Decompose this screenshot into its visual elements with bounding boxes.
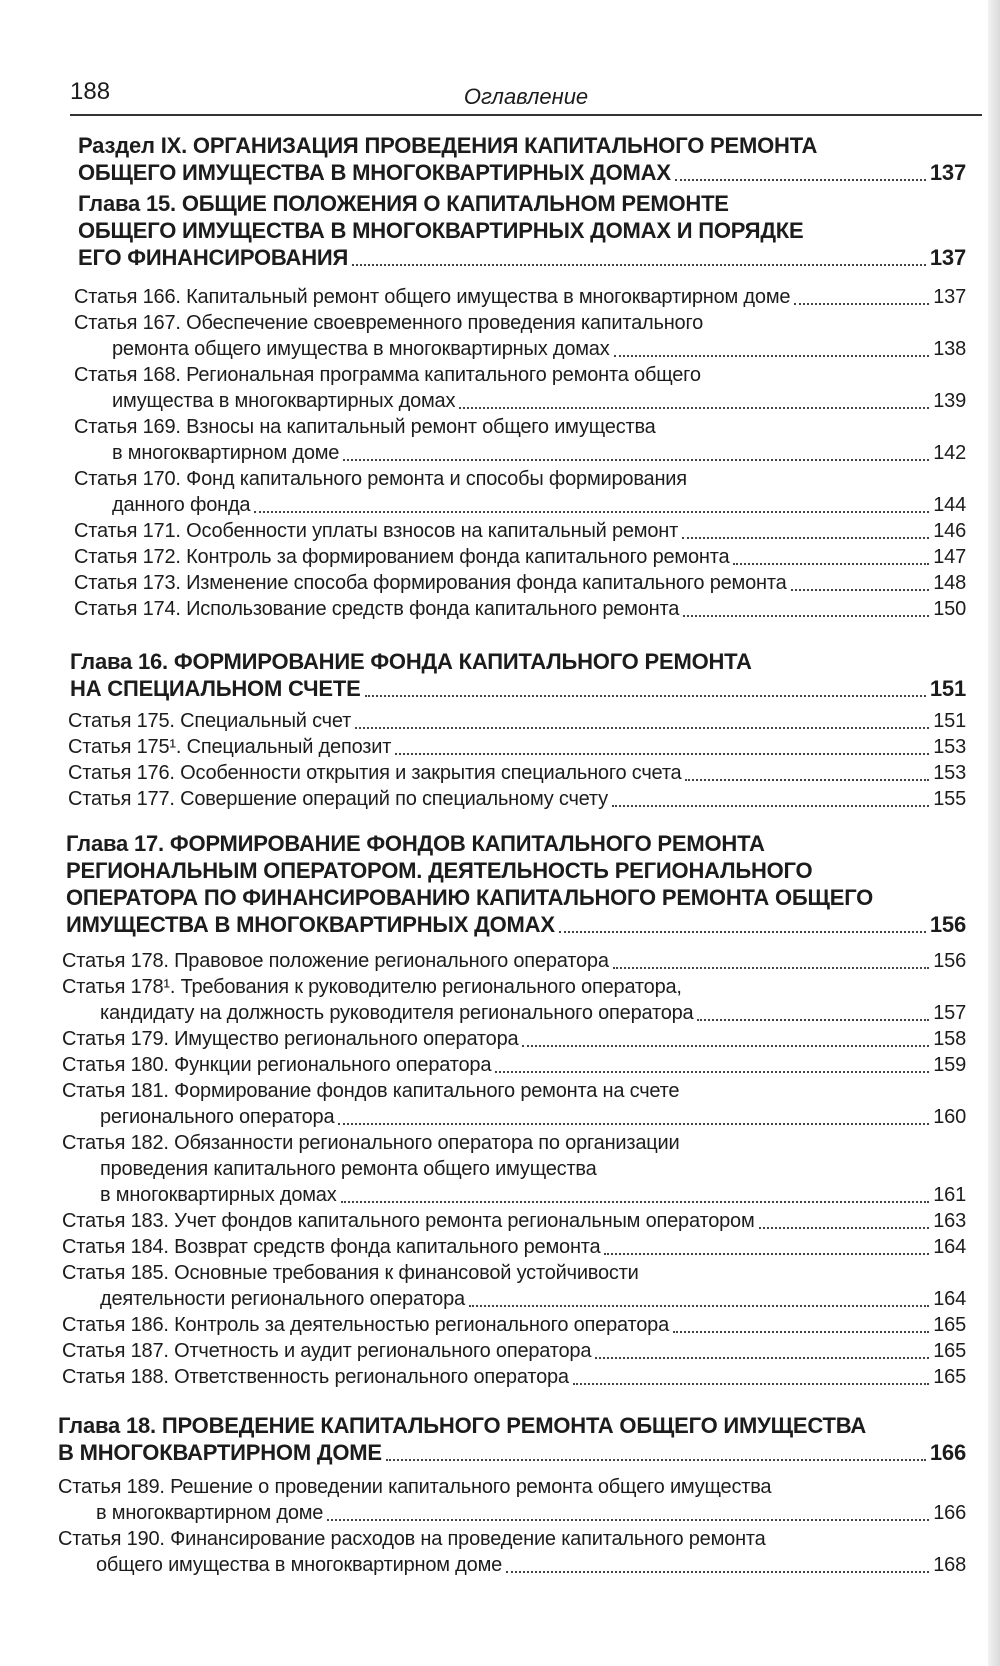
section-heading[interactable] [78, 132, 966, 186]
leader-dots [506, 1571, 929, 1573]
toc-entry[interactable] [62, 1312, 966, 1338]
page-ref: 159 [933, 1054, 966, 1076]
heading-line: ИМУЩЕСТВА В МНОГОКВАРТИРНЫХ ДОМАХ 156 [66, 912, 966, 937]
entry-line: Статья 167. Обеспечение своевременного проведения капитального [74, 312, 704, 334]
leader-dots [685, 779, 929, 781]
page-ref: 153 [933, 762, 966, 784]
entry-line: кандидату на должность руководителя регионального оператора 157 [100, 1002, 966, 1024]
entry-line: Статья 171. Особенности уплаты взносов на капитальный ремонт 146 [74, 520, 966, 542]
toc-entry[interactable] [68, 734, 966, 760]
leader-dots [673, 1331, 929, 1333]
page-ref: 164 [933, 1288, 966, 1310]
leader-dots [613, 967, 929, 969]
page-ref: 150 [933, 598, 966, 620]
page-ref: 137 [933, 286, 966, 308]
entry-line: Статья 184. Возврат средств фонда капитального ремонта 164 [62, 1236, 966, 1258]
entry-line: ремонта общего имущества в многоквартирных домах 138 [112, 338, 966, 360]
page-ref: 164 [933, 1236, 966, 1258]
leader-dots [604, 1253, 929, 1255]
toc-entry[interactable] [62, 1052, 966, 1078]
toc-entry[interactable] [74, 466, 966, 518]
page-ref: 165 [933, 1366, 966, 1388]
heading-line: Глава 15. ОБЩИЕ ПОЛОЖЕНИЯ О КАПИТАЛЬНОМ РЕМОНТЕ [78, 191, 729, 216]
entry-line: Статья 187. Отчетность и аудит регионального оператора 165 [62, 1340, 966, 1362]
page-ref: 156 [933, 950, 966, 972]
leader-dots [614, 355, 930, 357]
toc-entry[interactable] [68, 786, 966, 812]
page-ref: 144 [933, 494, 966, 516]
entry-line: в многоквартирном доме 166 [96, 1502, 966, 1524]
entry-line: Статья 179. Имущество регионального оператора 158 [62, 1028, 966, 1050]
toc-entry[interactable] [62, 1078, 966, 1130]
leader-dots [459, 407, 929, 409]
heading-line: ЕГО ФИНАНСИРОВАНИЯ 137 [78, 245, 966, 270]
toc-entry[interactable] [74, 362, 966, 414]
page-ref: 161 [933, 1184, 966, 1206]
leader-dots [682, 537, 929, 539]
page-ref: 166 [929, 1440, 966, 1465]
leader-dots [697, 1019, 929, 1021]
entry-line: Статья 175¹. Специальный депозит 153 [68, 736, 966, 758]
leader-dots [327, 1519, 929, 1521]
leader-dots [794, 303, 929, 305]
page-ref: 142 [933, 442, 966, 464]
page-ref: 138 [933, 338, 966, 360]
entry-line: Статья 181. Формирование фондов капитального ремонта на счете [62, 1080, 680, 1102]
leader-dots [522, 1045, 929, 1047]
toc-entry[interactable] [62, 1026, 966, 1052]
entry-line: Статья 176. Особенности открытия и закрытия специального счета 153 [68, 762, 966, 784]
page-ref: 153 [933, 736, 966, 758]
entry-line: Статья 182. Обязанности регионального оператора по организации [62, 1132, 680, 1154]
heading-line: Глава 16. ФОРМИРОВАНИЕ ФОНДА КАПИТАЛЬНОГО РЕМОНТА [70, 649, 752, 674]
article-list [68, 708, 966, 812]
leader-dots [573, 1383, 929, 1385]
leader-dots [595, 1357, 929, 1359]
entry-line: Статья 190. Финансирование расходов на проведение капитального ремонта [58, 1528, 766, 1550]
entry-line: данного фонда 144 [112, 494, 966, 516]
leader-dots [355, 727, 929, 729]
chapter-heading[interactable] [66, 830, 966, 938]
page-header [70, 78, 982, 112]
article-list [58, 1474, 966, 1578]
page-ref: 137 [929, 245, 966, 270]
toc-entry[interactable] [74, 414, 966, 466]
page-ref: 168 [933, 1554, 966, 1576]
toc-entry[interactable] [62, 1234, 966, 1260]
entry-line: Статья 186. Контроль за деятельностью регионального оператора 165 [62, 1314, 966, 1336]
leader-dots [675, 179, 926, 181]
toc-entry[interactable] [62, 1208, 966, 1234]
heading-line: ОПЕРАТОРА ПО ФИНАНСИРОВАНИЮ КАПИТАЛЬНОГО РЕМОНТА ОБЩЕГО [66, 885, 874, 910]
article-list [74, 284, 966, 622]
leader-dots [365, 695, 926, 697]
entry-line: Статья 183. Учет фондов капитального ремонта региональным оператором 163 [62, 1210, 966, 1232]
entry-line: проведения капитального ремонта общего имущества [100, 1158, 597, 1180]
heading-line: Глава 18. ПРОВЕДЕНИЕ КАПИТАЛЬНОГО РЕМОНТА ОБЩЕГО ИМУЩЕСТВА [58, 1413, 867, 1438]
page-ref: 156 [929, 912, 966, 937]
toc-entry[interactable] [62, 948, 966, 974]
page-ref: 165 [933, 1340, 966, 1362]
toc-entry[interactable] [58, 1474, 966, 1526]
entry-line: деятельности регионального оператора 164 [100, 1288, 966, 1310]
header-rule [70, 114, 982, 116]
page-ref: 146 [933, 520, 966, 542]
page-gutter-shadow [988, 0, 1000, 1666]
toc-entry[interactable] [62, 1338, 966, 1364]
toc-entry[interactable] [74, 544, 966, 570]
toc-entry[interactable] [68, 708, 966, 734]
leader-dots [469, 1305, 929, 1307]
entry-line: Статья 189. Решение о проведении капитального ремонта общего имущества [58, 1476, 772, 1498]
leader-dots [759, 1227, 930, 1229]
toc-entry[interactable] [58, 1526, 966, 1578]
leader-dots [495, 1071, 929, 1073]
entry-line: Статья 169. Взносы на капитальный ремонт общего имущества [74, 416, 656, 438]
page-ref: 166 [933, 1502, 966, 1524]
heading-line: В МНОГОКВАРТИРНОМ ДОМЕ 166 [58, 1440, 966, 1465]
page-ref: 165 [933, 1314, 966, 1336]
leader-dots [386, 1459, 926, 1461]
page-ref: 151 [933, 710, 966, 732]
page-ref: 160 [933, 1106, 966, 1128]
entry-line: в многоквартирном доме 142 [112, 442, 966, 464]
leader-dots [338, 1123, 929, 1125]
entry-line: Статья 173. Изменение способа формирования фонда капитального ремонта 148 [74, 572, 966, 594]
heading-line: ОБЩЕГО ИМУЩЕСТВА В МНОГОКВАРТИРНЫХ ДОМАХ 137 [78, 160, 966, 185]
entry-line: Статья 172. Контроль за формированием фонда капитального ремонта 147 [74, 546, 966, 568]
toc-entry[interactable] [62, 1260, 966, 1312]
leader-dots [343, 459, 929, 461]
page-ref: 137 [929, 160, 966, 185]
toc-entry[interactable] [68, 760, 966, 786]
entry-line: имущества в многоквартирных домах 139 [112, 390, 966, 412]
entry-line: Статья 170. Фонд капитального ремонта и способы формирования [74, 468, 687, 490]
entry-line: регионального оператора 160 [100, 1106, 966, 1128]
leader-dots [683, 615, 929, 617]
entry-line: Статья 175. Специальный счет 151 [68, 710, 966, 732]
entry-line: Статья 180. Функции регионального оператора 159 [62, 1054, 966, 1076]
page-ref: 163 [933, 1210, 966, 1232]
page-ref: 139 [933, 390, 966, 412]
entry-line: Статья 185. Основные требования к финансовой устойчивости [62, 1262, 639, 1284]
toc-entry[interactable] [74, 310, 966, 362]
toc-entry[interactable] [62, 1364, 966, 1390]
leader-dots [352, 264, 926, 266]
entry-line: Статья 188. Ответственность регионального оператора 165 [62, 1366, 966, 1388]
toc-entry[interactable] [74, 284, 966, 310]
page-ref: 151 [929, 676, 966, 701]
chapter-heading[interactable] [78, 190, 966, 271]
entry-line: общего имущества в многоквартирном доме 168 [96, 1554, 966, 1576]
leader-dots [733, 563, 929, 565]
leader-dots [791, 589, 930, 591]
page-ref: 147 [933, 546, 966, 568]
entry-line: Статья 166. Капитальный ремонт общего имущества в многоквартирном доме 137 [74, 286, 966, 308]
heading-line: РЕГИОНАЛЬНЫМ ОПЕРАТОРОМ. ДЕЯТЕЛЬНОСТЬ РЕГИОНАЛЬНОГО [66, 858, 813, 883]
entry-line: Статья 168. Региональная программа капитального ремонта общего [74, 364, 701, 386]
heading-line: НА СПЕЦИАЛЬНОМ СЧЕТЕ 151 [70, 676, 966, 701]
page-number: 188 [70, 78, 111, 105]
leader-dots [559, 931, 926, 933]
toc-entry[interactable] [74, 596, 966, 622]
entry-line: Статья 174. Использование средств фонда капитального ремонта 150 [74, 598, 966, 620]
page-ref: 158 [933, 1028, 966, 1050]
toc-entry[interactable] [74, 518, 966, 544]
running-title: Оглавление [463, 84, 589, 109]
toc-entry[interactable] [74, 570, 966, 596]
entry-line: Статья 178¹. Требования к руководителю регионального оператора, [62, 976, 682, 998]
page-ref: 155 [933, 788, 966, 810]
heading-line: ОБЩЕГО ИМУЩЕСТВА В МНОГОКВАРТИРНЫХ ДОМАХ И ПОРЯДКЕ [78, 218, 804, 243]
entry-line: Статья 177. Совершение операций по специальному счету 155 [68, 788, 966, 810]
article-list [62, 948, 966, 1390]
entry-line: Статья 178. Правовое положение регионального оператора 156 [62, 950, 966, 972]
page-ref: 148 [933, 572, 966, 594]
leader-dots [612, 805, 929, 807]
leader-dots [341, 1201, 930, 1203]
leader-dots [254, 511, 929, 513]
heading-line: Раздел IX. ОРГАНИЗАЦИЯ ПРОВЕДЕНИЯ КАПИТАЛЬНОГО РЕМОНТА [78, 133, 818, 158]
chapter-heading[interactable] [70, 648, 966, 702]
heading-line: Глава 17. ФОРМИРОВАНИЕ ФОНДОВ КАПИТАЛЬНОГО РЕМОНТА [66, 831, 765, 856]
toc-entry[interactable] [62, 1130, 966, 1208]
page-ref: 157 [933, 1002, 966, 1024]
toc-entry[interactable] [62, 974, 966, 1026]
chapter-heading[interactable] [58, 1412, 966, 1466]
entry-line: в многоквартирных домах 161 [100, 1184, 966, 1206]
leader-dots [395, 753, 929, 755]
